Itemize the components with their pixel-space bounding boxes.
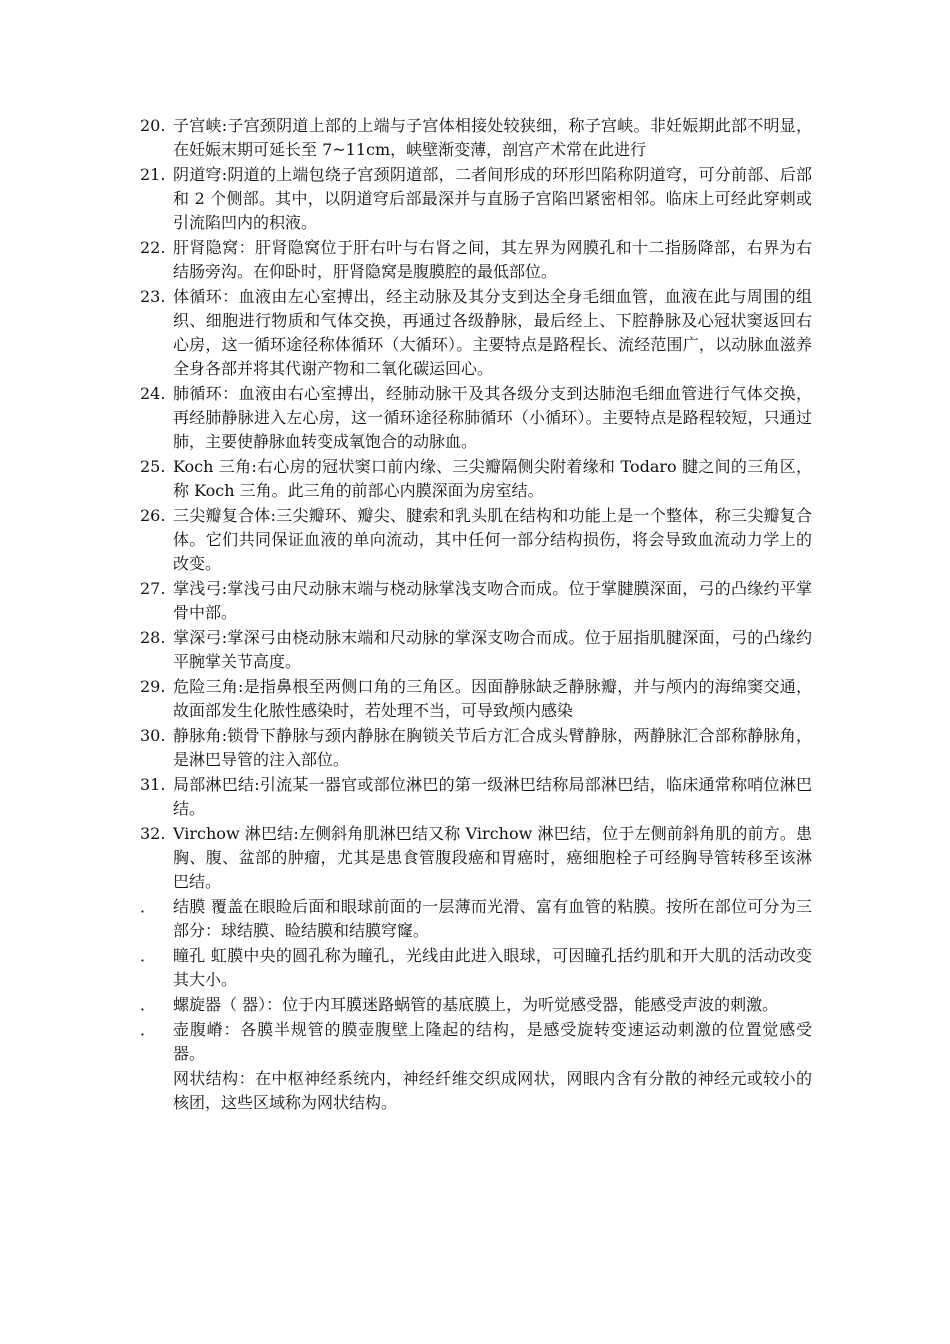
definition-entry xyxy=(140,822,812,894)
entry-text: 静脉角:锁骨下静脉与颈内静脉在胸锁关节后方汇合成头臂静脉，两静脉汇合部称静脉角，是淋巴导管的注入部位。 xyxy=(173,726,812,769)
entry-text: 掌深弓:掌深弓由桡动脉末端和尺动脉的掌深支吻合而成。位于屈指肌腱深面，弓的凸缘约平腕掌关节高度。 xyxy=(173,628,812,671)
entry-text: 肺循环：血液由右心室搏出，经肺动脉干及其各级分支到达肺泡毛细血管进行气体交换，再经肺静脉进入左心房，这一循环途径称肺循环（小循环）。主要特点是路程较短，只通过肺，主要使静脉血转变成氧饱合的动脉血。 xyxy=(173,384,812,451)
definition-entry xyxy=(140,993,812,1017)
definition-entry xyxy=(140,724,812,772)
definition-entry xyxy=(140,577,812,625)
definition-entry xyxy=(140,504,812,576)
definition-entry xyxy=(140,382,812,454)
definition-entry xyxy=(140,114,812,162)
entry-text: 螺旋器（ 器）：位于内耳膜迷路蜗管的基底膜上，为听觉感受器，能感受声波的刺激。 xyxy=(173,995,779,1014)
definition-entry xyxy=(140,285,812,381)
definition-entry xyxy=(140,1018,812,1066)
entry-text: 阴道穹:阴道的上端包绕子宫颈阴道部，二者间形成的环形凹陷称阴道穹，可分前部、后部和 2 个侧部。其中，以阴道穹后部最深并与直肠子宫陷凹紧密相邻。临床上可经此穿刺或引流陷凹内的积液。 xyxy=(173,165,812,232)
entry-text: 网状结构：在中枢神经系统内，神经纤维交织成网状，网眼内含有分散的神经元或较小的核团，这些区域称为网状结构。 xyxy=(173,1069,812,1112)
entry-text: 掌浅弓:掌浅弓由尺动脉末端与桡动脉掌浅支吻合而成。位于掌腱膜深面，弓的凸缘约平掌骨中部。 xyxy=(173,579,812,622)
entry-number: ． xyxy=(140,946,157,965)
entry-text: 瞳孔 虹膜中央的圆孔称为瞳孔，光线由此进入眼球，可因瞳孔括约肌和开大肌的活动改变其大小。 xyxy=(173,946,812,989)
definition-entry xyxy=(140,675,812,723)
entry-number: 24. xyxy=(140,384,166,403)
entry-number: ． xyxy=(140,1020,157,1039)
entry-text: Koch 三角:右心房的冠状窦口前内缘、三尖瓣隔侧尖附着缘和 Todaro 腱之间的三角区，称 Koch 三角。此三角的前部心内膜深面为房室结。 xyxy=(173,457,812,500)
entry-number: 26. xyxy=(140,506,166,525)
entry-number: 28. xyxy=(140,628,166,647)
definition-entry xyxy=(140,773,812,821)
definition-entry xyxy=(140,163,812,235)
entry-text: 子宫峡:子宫颈阴道上部的上端与子宫体相接处较狭细，称子宫峡。非妊娠期此部不明显，在妊娠末期可延长至 7~11cm，峡壁渐变薄，剖宫产术常在此进行 xyxy=(173,116,812,159)
entry-number: 30. xyxy=(140,726,166,745)
entry-number: 31. xyxy=(140,775,166,794)
entry-number: 20. xyxy=(140,116,166,135)
definition-entry xyxy=(140,626,812,674)
definition-entry xyxy=(140,236,812,284)
definition-entry xyxy=(140,455,812,503)
entry-number: ． xyxy=(140,897,157,916)
entry-number: 25. xyxy=(140,457,166,476)
entry-text: 局部淋巴结:引流某一器官或部位淋巴的第一级淋巴结称局部淋巴结，临床通常称哨位淋巴结。 xyxy=(173,775,812,818)
entry-text: 壶腹嵴：各膜半规管的膜壶腹壁上隆起的结构，是感受旋转变速运动刺激的位置觉感受器。 xyxy=(173,1020,812,1063)
entry-text: 危险三角:是指鼻根至两侧口角的三角区。因面静脉缺乏静脉瓣，并与颅内的海绵窦交通，故面部发生化脓性感染时，若处理不当，可导致颅内感染 xyxy=(173,677,812,720)
definition-entry xyxy=(140,944,812,992)
entry-number: 29. xyxy=(140,677,166,696)
entry-text: 体循环：血液由左心室搏出，经主动脉及其分支到达全身毛细血管，血液在此与周围的组织、细胞进行物质和气体交换，再通过各级静脉，最后经上、下腔静脉及心冠状窦返回右心房，这一循环途径称体循环（大循环）。主要特点是路程长、流经范围广，以动脉血滋养全身各部并将其代谢产物和二氧化碳运回心。 xyxy=(173,287,812,378)
entry-number: 27. xyxy=(140,579,166,598)
entry-text: Virchow 淋巴结:左侧斜角肌淋巴结又称 Virchow 淋巴结，位于左侧前斜角肌的前方。患胸、腹、盆部的肿瘤，尤其是患食管腹段癌和胃癌时，癌细胞栓子可经胸导管转移至该淋巴结。 xyxy=(173,824,812,891)
entry-number: 21. xyxy=(140,165,166,184)
definition-entry xyxy=(140,1067,812,1115)
entry-number: ． xyxy=(140,995,157,1014)
entry-text: 肝肾隐窝：肝肾隐窝位于肝右叶与右肾之间，其左界为网膜孔和十二指肠降部，右界为右结肠旁沟。在仰卧时，肝肾隐窝是腹膜腔的最低部位。 xyxy=(173,238,812,281)
entry-number: 22. xyxy=(140,238,166,257)
entry-number: 32. xyxy=(140,824,166,843)
definition-list xyxy=(140,114,812,1116)
entry-text: 结膜 覆盖在眼睑后面和眼球前面的一层薄而光滑、富有血管的粘膜。按所在部位可分为三部分：球结膜、睑结膜和结膜穹窿。 xyxy=(173,897,812,940)
entry-text: 三尖瓣复合体:三尖瓣环、瓣尖、腱索和乳头肌在结构和功能上是一个整体，称三尖瓣复合体。它们共同保证血液的单向流动，其中任何一部分结构损伤，将会导致血流动力学上的改变。 xyxy=(173,506,812,573)
entry-number: 23. xyxy=(140,287,166,306)
definition-entry xyxy=(140,895,812,943)
